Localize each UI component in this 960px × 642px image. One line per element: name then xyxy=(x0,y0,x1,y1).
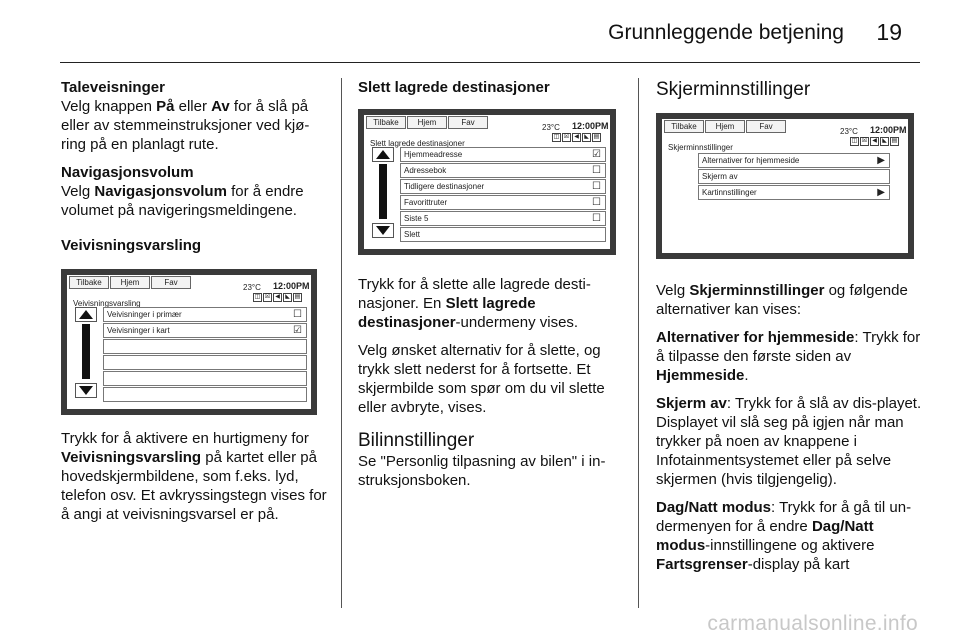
text-bold: Alternativer for hjemmeside xyxy=(656,329,855,346)
status-icon: ☒ xyxy=(563,134,570,140)
status-icon: ▤ xyxy=(294,294,301,300)
screen-status-icons xyxy=(552,133,601,142)
status-icon: ▤ xyxy=(891,138,898,144)
paragraph xyxy=(656,394,922,489)
text-bold: Dag/Natt modus xyxy=(656,518,874,554)
paragraph: Velg ønsket alternativ for å slette, og trykk slett nederst for å fortsette. Et skjermbilde som spør om du vil slette eller avbryte, vises. xyxy=(358,342,605,416)
status-icon: ▤ xyxy=(593,134,600,140)
text-bold: På xyxy=(156,98,175,115)
text: for å endre volumet på navigeringsmeldingene. xyxy=(61,183,304,219)
text: for å slå på eller av stemmeinstruksjoner ved kjø-ring på en planlagt rute. xyxy=(61,98,310,153)
screen-row xyxy=(103,323,307,338)
text-bold: Av xyxy=(211,98,230,115)
screen-row xyxy=(103,371,307,386)
screen-fav-button: Fav xyxy=(448,116,488,129)
screen-row-label: Veivisninger i primær xyxy=(107,310,182,319)
screen-illustration xyxy=(61,269,317,415)
header-title: Grunnleggende betjening xyxy=(608,21,844,44)
checkbox-checked-icon: ☑ xyxy=(293,325,302,336)
heading-taleveisninger: Taleveisninger xyxy=(61,79,165,96)
screen-time: 12:00PM xyxy=(273,281,310,291)
paragraph xyxy=(61,182,329,220)
text-bold: Skjerminnstillinger xyxy=(689,282,825,299)
checkbox-checked-icon: ☑ xyxy=(592,149,601,160)
status-icon: ◣ xyxy=(283,293,292,302)
screen-row xyxy=(698,185,890,200)
text-bold: Dag/Natt modus xyxy=(656,499,772,516)
screen-row xyxy=(400,179,606,194)
checkbox-icon: ☐ xyxy=(592,165,601,176)
text: : Trykk for å tilpasse den første siden av xyxy=(656,329,921,365)
screen-back-button: Tilbake xyxy=(69,276,109,289)
text: . xyxy=(744,367,749,384)
text: -innstillingene og aktivere xyxy=(705,537,875,554)
text-bold: Slett lagrede destinasjoner xyxy=(358,295,536,331)
paragraph: Se "Personlig tilpasning av bilen" i in-struksjonsboken. xyxy=(358,453,606,489)
chevron-right-icon: ▶ xyxy=(877,187,885,198)
heading-navigasjonsvolum: Navigasjonsvolum xyxy=(61,164,194,181)
checkbox-icon: ☐ xyxy=(293,309,302,320)
screen-illustration xyxy=(358,109,616,255)
column-divider xyxy=(341,78,342,608)
screen-scrollbar xyxy=(379,164,387,219)
heading-skjerminnstillinger: Skjerminnstillinger xyxy=(656,79,811,100)
column-3 xyxy=(656,78,922,583)
screen-row xyxy=(698,153,890,168)
screen-time: 12:00PM xyxy=(870,125,907,135)
screen-row-label: Siste 5 xyxy=(404,214,429,223)
screen-row xyxy=(400,211,606,226)
screen-status-icons xyxy=(253,293,302,302)
column-2 xyxy=(358,78,624,499)
screen-row xyxy=(103,307,307,322)
status-icon: ◫ xyxy=(254,294,261,300)
screen-row-label: Slett xyxy=(404,230,421,239)
screen-row-label: Tidligere destinasjoner xyxy=(404,182,485,191)
paragraph xyxy=(358,275,624,332)
text: -display på kart xyxy=(747,556,850,573)
screen-row-label: Favorittruter xyxy=(404,198,448,207)
page-header xyxy=(60,0,920,63)
screen-row-label: Kartinnstillinger xyxy=(702,188,757,197)
paragraph xyxy=(656,498,922,574)
page-number: 19 xyxy=(876,19,902,45)
screen-temperature: 23°C xyxy=(542,123,560,132)
status-icon: ☒ xyxy=(861,138,868,144)
screen-status-icons xyxy=(850,137,899,146)
chevron-right-icon: ▶ xyxy=(877,155,885,166)
screen-back-button: Tilbake xyxy=(366,116,406,129)
screen-temperature: 23°C xyxy=(840,127,858,136)
text-bold: Veivisningsvarsling xyxy=(61,449,202,466)
screen-scroll-up-icon xyxy=(75,307,97,322)
screen-row xyxy=(400,227,606,242)
screen-home-button: Hjem xyxy=(705,120,745,133)
heading-bilinnstillinger: Bilinnstillinger xyxy=(358,430,475,451)
screen-row xyxy=(103,339,307,354)
screen-row-label: Adressebok xyxy=(404,166,447,175)
text: -undermeny vises. xyxy=(455,314,579,331)
screen-scroll-up-icon xyxy=(372,147,394,162)
status-icon: ◣ xyxy=(880,137,889,146)
status-icon: ☒ xyxy=(264,294,271,300)
text: Velg xyxy=(61,183,95,200)
screen-illustration xyxy=(656,113,914,259)
screen-scroll-down-icon xyxy=(75,383,97,398)
status-icon: ◫ xyxy=(851,138,858,144)
screen-row-label: Hjemmeadresse xyxy=(404,150,463,159)
text-bold: Hjemmeside xyxy=(656,367,745,384)
watermark: carmanualsonline.info xyxy=(707,612,918,635)
text: Velg knappen xyxy=(61,98,157,115)
screen-row xyxy=(698,169,890,184)
screen-fav-button: Fav xyxy=(151,276,191,289)
text-bold: Fartsgrenser xyxy=(656,556,748,573)
screen-title: Veivisningsvarsling xyxy=(73,299,141,308)
checkbox-icon: ☐ xyxy=(592,197,601,208)
screen-row-label: Alternativer for hjemmeside xyxy=(702,156,800,165)
text: Trykk for å aktivere en hurtigmeny for xyxy=(61,430,309,447)
text: og følgende alternativer kan vises: xyxy=(656,282,908,318)
screen-scrollbar xyxy=(82,324,90,379)
status-icon: ◫ xyxy=(553,134,560,140)
column-1 xyxy=(61,78,329,533)
heading-veivisningsvarsling: Veivisningsvarsling xyxy=(61,237,202,254)
status-icon: ◣ xyxy=(582,133,591,142)
screen-row xyxy=(400,195,606,210)
text: Trykk for å slette alle lagrede desti-nasjoner. En xyxy=(358,276,591,312)
paragraph xyxy=(656,281,922,319)
screen-back-button: Tilbake xyxy=(664,120,704,133)
screen-home-button: Hjem xyxy=(110,276,150,289)
screen-time: 12:00PM xyxy=(572,121,609,131)
screen-row xyxy=(400,163,606,178)
screen-row-label: Skjerm av xyxy=(702,172,738,181)
screen-row xyxy=(400,147,606,162)
text-bold: Navigasjonsvolum xyxy=(94,183,227,200)
text-bold: Skjerm av xyxy=(656,395,727,412)
text: på kartet eller på hovedskjermbildene, som f.eks. lyd, telefon osv. Et avkryssingstegn vises for å angi at veivisningsvarsel er på. xyxy=(61,449,327,523)
screen-scroll-down-icon xyxy=(372,223,394,238)
screen-row xyxy=(103,355,307,370)
screen-title: Slett lagrede destinasjoner xyxy=(370,139,465,148)
screen-row xyxy=(103,387,307,402)
text: : Trykk for å slå av dis-playet. Displayet vil slå seg på igjen når man trykker på noen av knappene i Infotainmentsystemet eller på selve skjermen (hvis tilgjengelig). xyxy=(656,395,922,488)
text: eller xyxy=(174,98,212,115)
status-icon: ◀ xyxy=(273,293,282,302)
checkbox-icon: ☐ xyxy=(592,181,601,192)
screen-row-label: Veivisninger i kart xyxy=(107,326,170,335)
screen-home-button: Hjem xyxy=(407,116,447,129)
paragraph xyxy=(61,429,329,524)
checkbox-icon: ☐ xyxy=(592,213,601,224)
text: Velg xyxy=(656,282,690,299)
screen-temperature: 23°C xyxy=(243,283,261,292)
screen-title: Skjerminnstillinger xyxy=(668,143,733,152)
text: : Trykk for å gå til un-dermenyen for å endre xyxy=(656,499,912,535)
paragraph xyxy=(61,97,329,154)
column-divider xyxy=(638,78,639,608)
screen-fav-button: Fav xyxy=(746,120,786,133)
heading-slett-lagrede-destinasjoner: Slett lagrede destinasjoner xyxy=(358,79,550,96)
status-icon: ◀ xyxy=(572,133,581,142)
paragraph xyxy=(656,328,922,385)
status-icon: ◀ xyxy=(870,137,879,146)
